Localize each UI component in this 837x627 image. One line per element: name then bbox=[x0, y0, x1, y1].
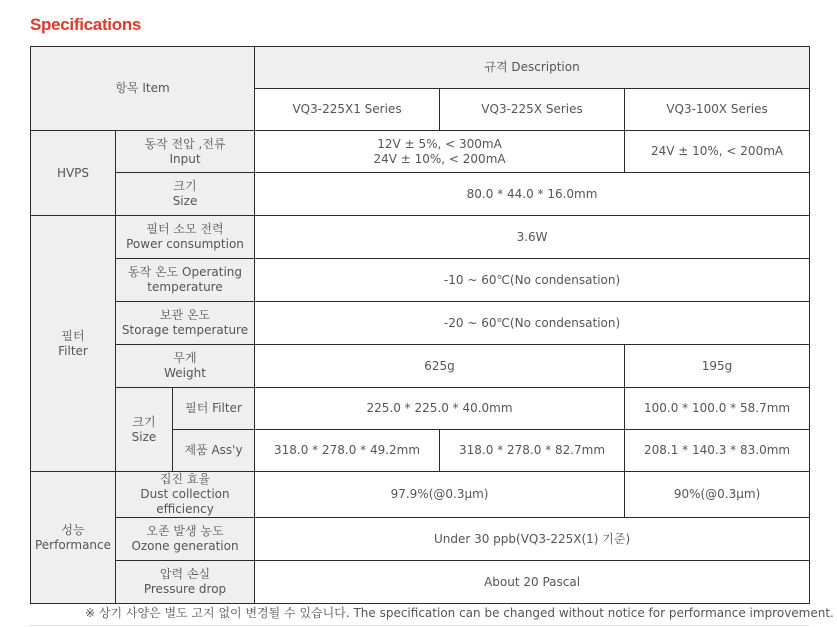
group-performance bbox=[31, 472, 116, 604]
table-row bbox=[31, 302, 810, 345]
label-en: Dust collection efficiency bbox=[140, 487, 230, 516]
table-row bbox=[31, 259, 810, 302]
header-description: 규격 Description bbox=[255, 47, 810, 89]
filter-size-value-225: 225.0 * 225.0 * 40.0mm bbox=[255, 388, 625, 430]
input-value-100: 24V ± 10%, < 200mA bbox=[625, 131, 810, 173]
table-row bbox=[31, 472, 810, 518]
weight-value-225: 625g bbox=[255, 345, 625, 388]
dust-value-100: 90%(@0.3μm) bbox=[625, 472, 810, 518]
label-ko: 압력 손실 bbox=[159, 567, 211, 581]
power-value: 3.6W bbox=[255, 216, 810, 259]
label-en: Storage temperature bbox=[121, 323, 249, 337]
label-ko: 오존 발생 농도 bbox=[146, 524, 224, 538]
label-en: Ozone generation bbox=[131, 539, 239, 553]
header-item: 항목 Item bbox=[31, 47, 255, 131]
label-ko: 필터 소모 전력 bbox=[146, 222, 224, 236]
group-ko: 성능 bbox=[61, 522, 85, 537]
group-filter bbox=[31, 216, 116, 472]
label-en: Power consumption bbox=[126, 237, 244, 251]
row-label-dust bbox=[116, 472, 255, 518]
spec-table bbox=[30, 46, 810, 604]
pressure-value: About 20 Pascal bbox=[255, 561, 810, 604]
row-label-ozone bbox=[116, 518, 255, 561]
weight-value-100: 195g bbox=[625, 345, 810, 388]
label-ko: 동작 온도 Operating bbox=[128, 265, 243, 279]
label-ko: 집진 효율 bbox=[159, 472, 211, 486]
label-en: Weight bbox=[164, 366, 206, 380]
model-header: VQ3-225X1 Series bbox=[255, 89, 440, 131]
label-ko: 크기 bbox=[173, 179, 197, 193]
row-label-size bbox=[116, 173, 255, 216]
input-value-225 bbox=[255, 131, 625, 173]
dust-value-225: 97.9%(@0.3μm) bbox=[255, 472, 625, 518]
group-en: Performance bbox=[34, 537, 112, 552]
table-row bbox=[31, 518, 810, 561]
footnote: ※ 상기 사양은 별도 고지 없이 변경될 수 있습니다. The specification can be changed without notice for performance improvement. bbox=[85, 606, 834, 620]
label-en: Size bbox=[131, 429, 157, 444]
table-row bbox=[31, 388, 810, 430]
row-label-filter-size bbox=[116, 388, 173, 472]
product-size-x: 318.0 * 278.0 * 82.7mm bbox=[440, 430, 625, 472]
table-row bbox=[31, 561, 810, 604]
row-label-filter: 필터 Filter bbox=[173, 388, 255, 430]
table-row bbox=[31, 173, 810, 216]
model-header: VQ3-100X Series bbox=[625, 89, 810, 131]
divider bbox=[30, 625, 809, 626]
group-hvps: HVPS bbox=[31, 131, 116, 216]
row-label-pressure bbox=[116, 561, 255, 604]
row-label-weight bbox=[116, 345, 255, 388]
label-en: Pressure drop bbox=[143, 582, 227, 596]
group-en: Filter bbox=[58, 343, 88, 358]
table-row bbox=[31, 345, 810, 388]
ozone-value: Under 30 ppb(VQ3-225X(1) 기준) bbox=[255, 518, 810, 561]
product-size-100: 208.1 * 140.3 * 83.0mm bbox=[625, 430, 810, 472]
model-header: VQ3-225X Series bbox=[440, 89, 625, 131]
hvps-size-value: 80.0 * 44.0 * 16.0mm bbox=[255, 173, 810, 216]
product-size-x1: 318.0 * 278.0 * 49.2mm bbox=[255, 430, 440, 472]
op-temp-value: -10 ~ 60℃(No condensation) bbox=[255, 259, 810, 302]
row-label-input bbox=[116, 131, 255, 173]
row-label-storage-temp bbox=[116, 302, 255, 345]
filter-size-value-100: 100.0 * 100.0 * 58.7mm bbox=[625, 388, 810, 430]
header-row bbox=[31, 47, 810, 89]
label-ko: 동작 전압 ,전류 bbox=[144, 136, 226, 151]
label-en: Size bbox=[172, 194, 198, 208]
table-row bbox=[31, 131, 810, 173]
input-line-2: 24V ± 10%, < 200mA bbox=[373, 151, 506, 166]
label-en: temperature bbox=[147, 280, 223, 294]
group-ko: 필터 bbox=[61, 328, 85, 343]
storage-temp-value: -20 ~ 60℃(No condensation) bbox=[255, 302, 810, 345]
page-title: Specifications bbox=[30, 15, 142, 34]
row-label-product: 제품 Ass'y bbox=[173, 430, 255, 472]
label-ko: 무게 bbox=[173, 351, 197, 365]
input-line-1: 12V ± 5%, < 300mA bbox=[377, 136, 502, 151]
label-en: Input bbox=[169, 151, 201, 166]
row-label-power bbox=[116, 216, 255, 259]
table-row bbox=[31, 216, 810, 259]
row-label-op-temp bbox=[116, 259, 255, 302]
label-ko: 보관 온도 bbox=[159, 308, 211, 322]
label-ko: 크기 bbox=[132, 414, 156, 429]
